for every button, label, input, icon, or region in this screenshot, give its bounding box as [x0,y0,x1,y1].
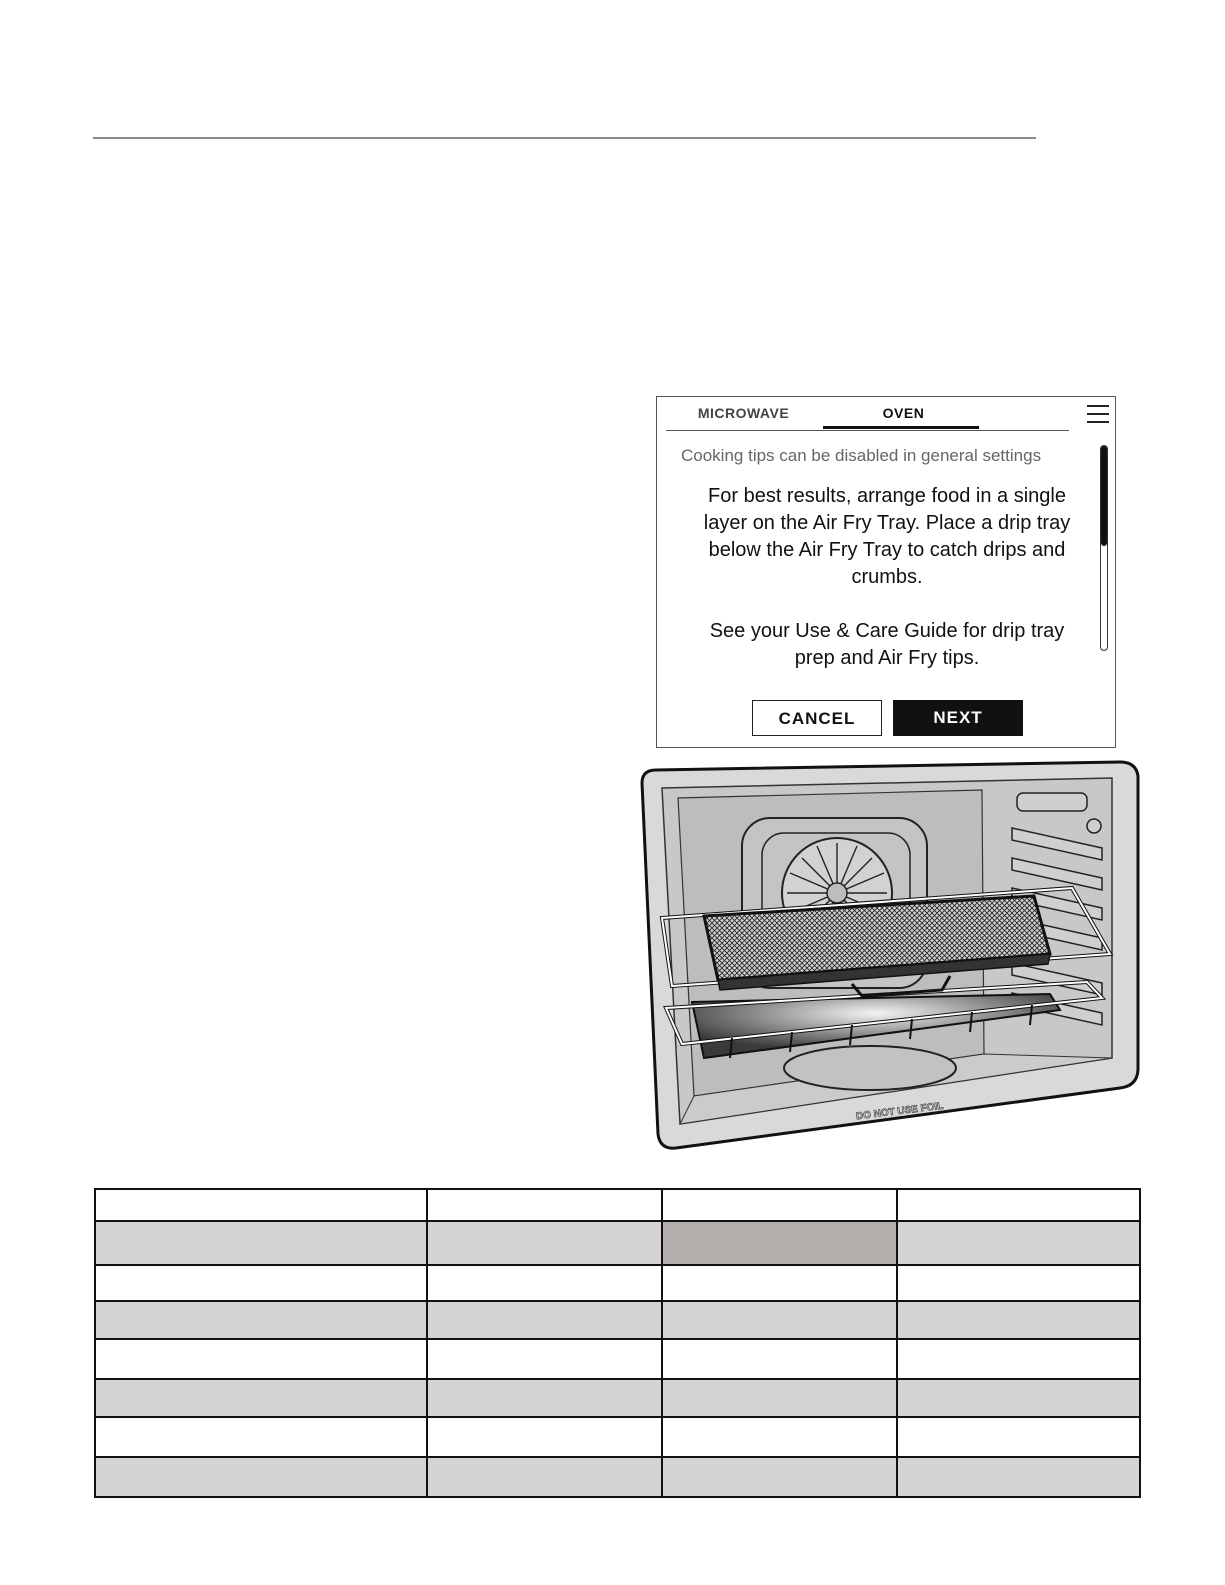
table-row [95,1301,1140,1339]
table-row [95,1221,1140,1265]
tab-microwave[interactable]: MICROWAVE [697,405,790,421]
tip-paragraph-2: See your Use & Care Guide for drip tray prep and Air Fry tips. [709,620,1065,669]
data-table [94,1188,1141,1498]
next-button[interactable]: NEXT [893,700,1023,736]
scrollbar[interactable] [1100,445,1108,651]
table-row [95,1417,1140,1457]
table-row [95,1189,1140,1221]
table-row [95,1379,1140,1417]
floor-label: DO NOT USE FOIL [855,1100,944,1123]
highlighted-cell [662,1221,897,1265]
cancel-button[interactable]: CANCEL [752,700,882,736]
header-rule [93,137,1036,139]
tip-paragraph-1: For best results, arrange food in a single layer on the Air Fry Tray. Place a drip tray below the Air Fry Tray to catch drips and crumbs. [703,485,1071,588]
oven-air-fry-tray-illustration [632,758,1142,1150]
control-panel-screen [656,396,1116,748]
hamburger-menu-icon[interactable] [1087,403,1109,425]
tab-oven[interactable]: OVEN [882,405,925,421]
scrollbar-thumb[interactable] [1101,446,1107,546]
table-row [95,1339,1140,1379]
active-tab-indicator [823,426,979,429]
table-row [95,1457,1140,1497]
settings-note: Cooking tips can be disabled in general settings [681,446,1042,465]
tab-bar [666,397,1069,431]
table-row [95,1265,1140,1301]
